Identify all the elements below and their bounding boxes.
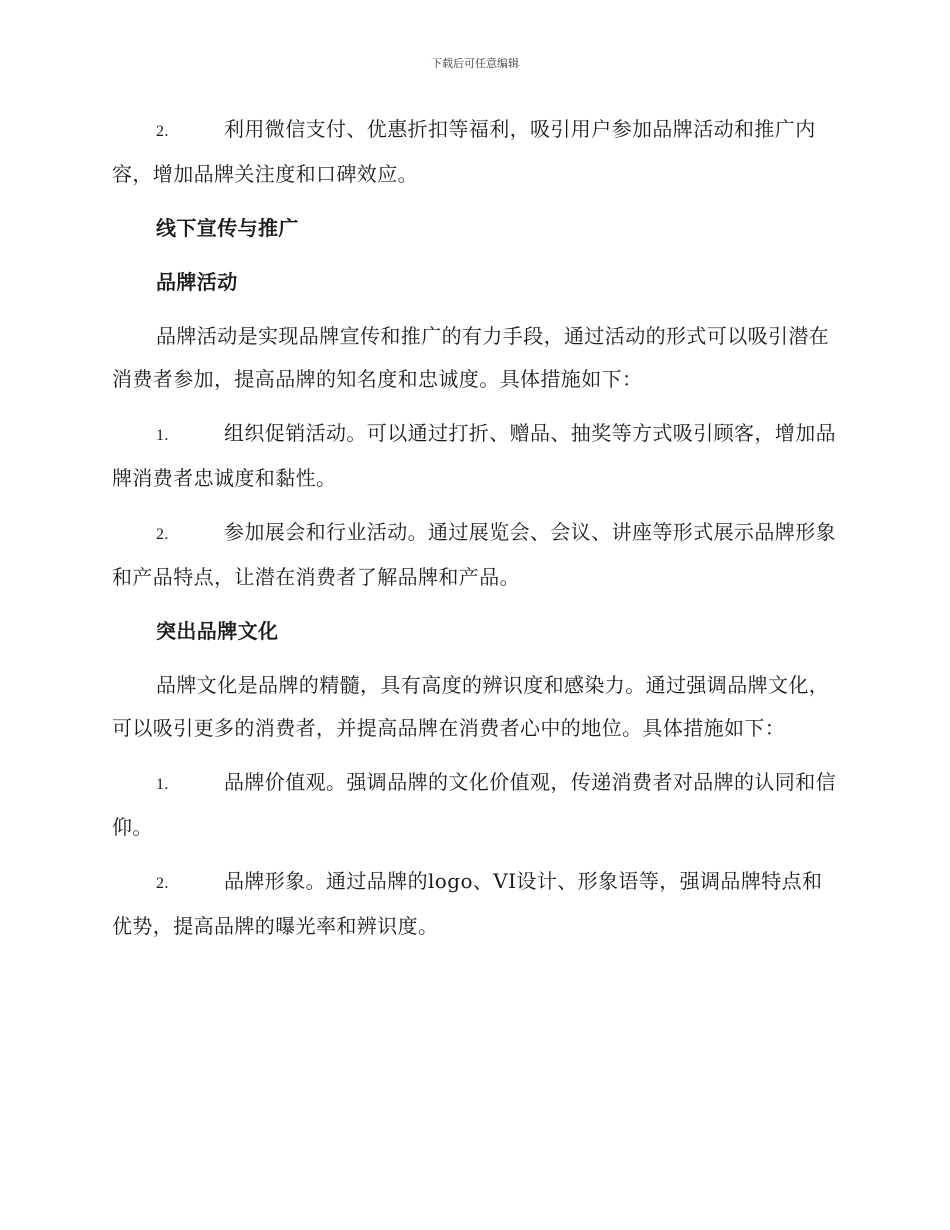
list-number: 2. xyxy=(156,526,169,543)
paragraph: 品牌文化是品牌的精髓，具有高度的辨识度和感染力。通过强调品牌文化，可以吸引更多的消费者，并提高品牌在消费者心中的地位。具体措施如下： xyxy=(112,673,830,740)
section-heading: 品牌活动 xyxy=(156,270,238,294)
list-number: 1. xyxy=(156,427,169,444)
list-item xyxy=(112,761,836,849)
list-item xyxy=(112,108,836,196)
list-text: 组织促销活动。可以通过打折、赠品、抽奖等方式吸引顾客，增加品牌消费者忠诚度和黏性。 xyxy=(112,421,836,490)
list-number: 1. xyxy=(156,776,169,793)
document-body xyxy=(112,108,836,959)
section-heading: 突出品牌文化 xyxy=(156,619,279,643)
section-heading: 线下宣传与推广 xyxy=(156,216,299,240)
list-item xyxy=(112,511,836,599)
list-text: 品牌价值观。强调品牌的文化价值观，传递消费者对品牌的认同和信仰。 xyxy=(112,770,836,839)
list-item xyxy=(112,412,836,500)
list-number: 2. xyxy=(156,123,169,140)
list-item xyxy=(112,860,836,948)
header-note: 下载后可任意编辑 xyxy=(431,57,519,70)
list-number: 2. xyxy=(156,875,169,892)
list-text: 参加展会和行业活动。通过展览会、会议、讲座等形式展示品牌形象和产品特点，让潜在消费者了解品牌和产品。 xyxy=(112,520,836,589)
paragraph: 品牌活动是实现品牌宣传和推广的有力手段，通过活动的形式可以吸引潜在消费者参加，提高品牌的知名度和忠诚度。具体措施如下： xyxy=(112,324,830,391)
list-text: 利用微信支付、优惠折扣等福利，吸引用户参加品牌活动和推广内容，增加品牌关注度和口碑效应。 xyxy=(112,117,816,186)
list-text: 品牌形象。通过品牌的logo、VI设计、形象语等，强调品牌特点和优势，提高品牌的曝光率和辨识度。 xyxy=(112,869,823,938)
